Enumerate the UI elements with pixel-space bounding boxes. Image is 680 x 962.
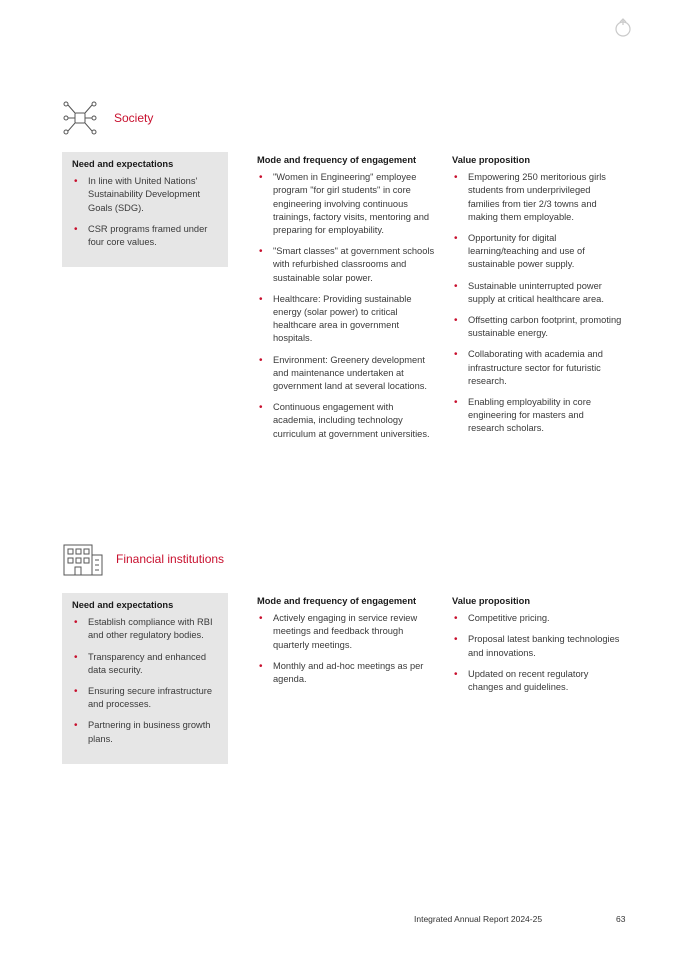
list-item: • Enabling employability in core engineering for masters and research scholars. [452, 396, 622, 436]
list-item: • Environment: Greenery development and maintenance undertaken at government land at several locations. [257, 354, 437, 394]
value-proposition-column [452, 593, 622, 702]
engagement-column [257, 152, 437, 449]
list-item: • Monthly and ad-hoc meetings as per agenda. [257, 660, 437, 686]
list-item: • Empowering 250 meritorious girls students from underprivileged families from tier 2/3 towns and making them employable. [452, 171, 622, 224]
value-proposition-column [452, 152, 622, 444]
list-item: • "Smart classes" at government schools with refurbished classrooms and sustainable solar power. [257, 245, 437, 285]
list-item: • Healthcare: Providing sustainable energy (solar power) to critical healthcare area in government hospitals. [257, 293, 437, 346]
page-number: 63 [616, 914, 626, 924]
need-expectations-panel [62, 593, 228, 764]
list-item: • Proposal latest banking technologies and innovations. [452, 633, 622, 659]
list-item: • Sustainable uninterrupted power supply at critical healthcare area. [452, 280, 622, 306]
list-item: • Actively engaging in service review meetings and feedback through quarterly meetings. [257, 612, 437, 652]
list-item: • In line with United Nations' Sustainability Development Goals (SDG). [72, 175, 218, 215]
company-logo-icon [613, 17, 633, 39]
section-title: Society [114, 111, 154, 125]
engagement-column [257, 593, 437, 694]
list-item: • Competitive pricing. [452, 612, 622, 625]
need-expectations-panel [62, 152, 228, 267]
column-heading: Value proposition [452, 155, 530, 165]
section-title: Financial institutions [116, 552, 225, 566]
bank-building-icon [62, 541, 104, 577]
network-icon [62, 100, 98, 136]
list-item: • Ensuring secure infrastructure and processes. [72, 685, 218, 711]
section-header [62, 539, 642, 579]
list-item: • Establish compliance with RBI and other regulatory bodies. [72, 616, 218, 642]
section-header [62, 98, 642, 138]
column-heading: Mode and frequency of engagement [257, 596, 417, 606]
list-item: • Updated on recent regulatory changes and guidelines. [452, 668, 622, 694]
list-item: • "Women in Engineering" employee program "for girl students" in core engineering involving continuous trainings, factory visits, mentoring and preparing for employability. [257, 171, 437, 237]
list-item: • Transparency and enhanced data security. [72, 651, 218, 677]
list-item: • Opportunity for digital learning/teaching and use of sustainable power supply. [452, 232, 622, 272]
financial-institutions-section [62, 539, 642, 744]
column-heading: Need and expectations [72, 600, 174, 610]
list-item: • Continuous engagement with academia, including technology curriculum at government universities. [257, 401, 437, 441]
column-heading: Mode and frequency of engagement [257, 155, 417, 165]
list-item: • CSR programs framed under four core values. [72, 223, 218, 249]
column-heading: Need and expectations [72, 159, 174, 169]
column-heading: Value proposition [452, 596, 530, 606]
list-item: • Partnering in business growth plans. [72, 719, 218, 745]
list-item: • Offsetting carbon footprint, promoting sustainable energy. [452, 314, 622, 340]
society-section [62, 98, 642, 439]
report-title: Integrated Annual Report 2024-25 [414, 914, 543, 924]
list-item: • Collaborating with academia and infrastructure sector for futuristic research. [452, 348, 622, 388]
